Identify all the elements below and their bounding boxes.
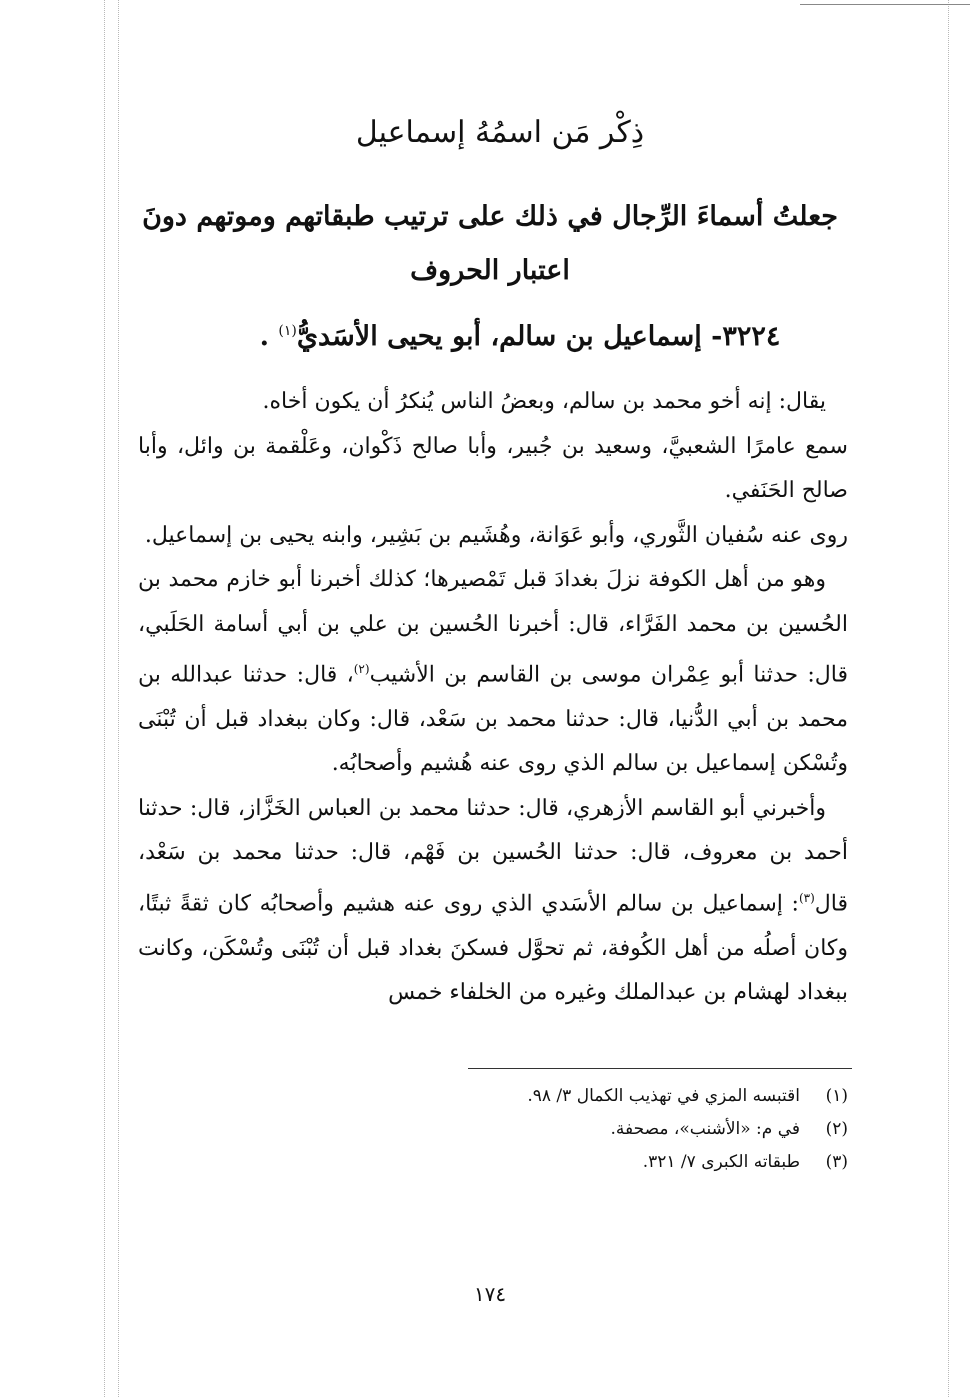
footnote-text: طبقاته الكبرى ٧/ ٣٢١. [642, 1152, 800, 1172]
footnote-number: (١) [825, 1086, 848, 1106]
entry-title-end: . [259, 321, 279, 352]
section-heading: ذِكْر مَن اسمُهُ إسماعيل [355, 115, 645, 150]
entry-title-text: ٣٢٢٤- إسماعيل بن سالم، أبو يحيى الأسَديُّ [296, 321, 781, 352]
paragraph: يقال: إنه أخو محمد بن سالم، وبعضُ الناس يُنكرُ أن يكون أخاه. [262, 389, 826, 414]
paragraph: سمع عامرًا الشعبيَّ، وسعيد بن جُبير، وأبا صالح ذَكْوان، وعَلْقمة بن وائل، وأبا صالح الحَنَفي. [138, 433, 848, 503]
paragraph-text: وهو من أهل الكوفة نزلَ بغدادَ قبل تَمْصيرها؛ كذلك أخبرنا أبو خازم محمد بن الحُسين بن محمد الفَرَّاء، قال: أخبرنا الحُسين بن علي بن أبي أسامة الحَلَبي، قال: حدثنا أبو عِمْران موسى بن القاسم بن الأشيب [138, 567, 848, 688]
paragraph-text: : إسماعيل بن سالم الأسَدي الذي روى عنه هشيم وأصحابُه كان ثقةً ثبتًا، وكان أصلُه من أهل الكُوفة، ثم تحوَّل فسكنَ بغداد قبل أن تُبْنَى وتُسْكَن، وكانت ببغداد لهشام بن عبدالملك وغيره من الخلفاء خمس [138, 891, 848, 1006]
footnotes [300, 1080, 848, 1179]
paragraph-text: وأخبرني أبو القاسم الأزهري، قال: حدثنا محمد بن العباس الخَزَّاز، قال: حدثنا أحمد بن معروف، قال: حدثنا الحُسين بن فَهْم، قال: حدثنا محمد بن سَعْد، قال [138, 795, 848, 917]
footnote-ref: (٣) [798, 890, 815, 905]
entry-title [240, 307, 800, 361]
paragraph [138, 787, 848, 1016]
scan-guide-line [104, 0, 105, 1397]
footnote [300, 1146, 848, 1179]
footnote [300, 1080, 848, 1113]
paragraph: روى عنه سُفيان الثَّوري، وأبو عَوَانة، وهُشَيم بن بَشِير، وابنه يحيى بن إسماعيل. [144, 522, 848, 548]
entry-body [138, 380, 848, 1016]
footnote-text: في م: «الأشنب»، مصحفة. [610, 1119, 800, 1139]
scan-top-mark [800, 4, 970, 5]
page-number: ١٧٤ [473, 1282, 507, 1306]
section-subheading: جعلتُ أسماءَ الرِّجال في ذلك على ترتيب طبقاتهم وموتهم دونَ اعتبار الحروف [142, 201, 838, 286]
footnote-rule [468, 1068, 852, 1069]
footnote [300, 1113, 848, 1146]
footnote-number: (٣) [825, 1152, 848, 1172]
footnote-ref: (٢) [353, 662, 370, 676]
paragraph-text: ، قال: حدثنا عبدالله بن محمد بن أبي الدُّنيا، قال: حدثنا محمد بن سَعْد، قال: وكان ببغداد قبل أن تُبْنَى وتُسْكن إسماعيل بن سالم الذي روى عنه هُشيم وأصحابُه. [138, 662, 848, 777]
scan-guide-line [948, 0, 949, 1397]
footnote-ref: (١) [278, 323, 297, 339]
footnote-text: اقتبسه المزي في تهذيب الكمال ٣/ ٩٨. [527, 1086, 800, 1106]
footnote-number: (٢) [825, 1119, 848, 1139]
paragraph [138, 558, 848, 787]
